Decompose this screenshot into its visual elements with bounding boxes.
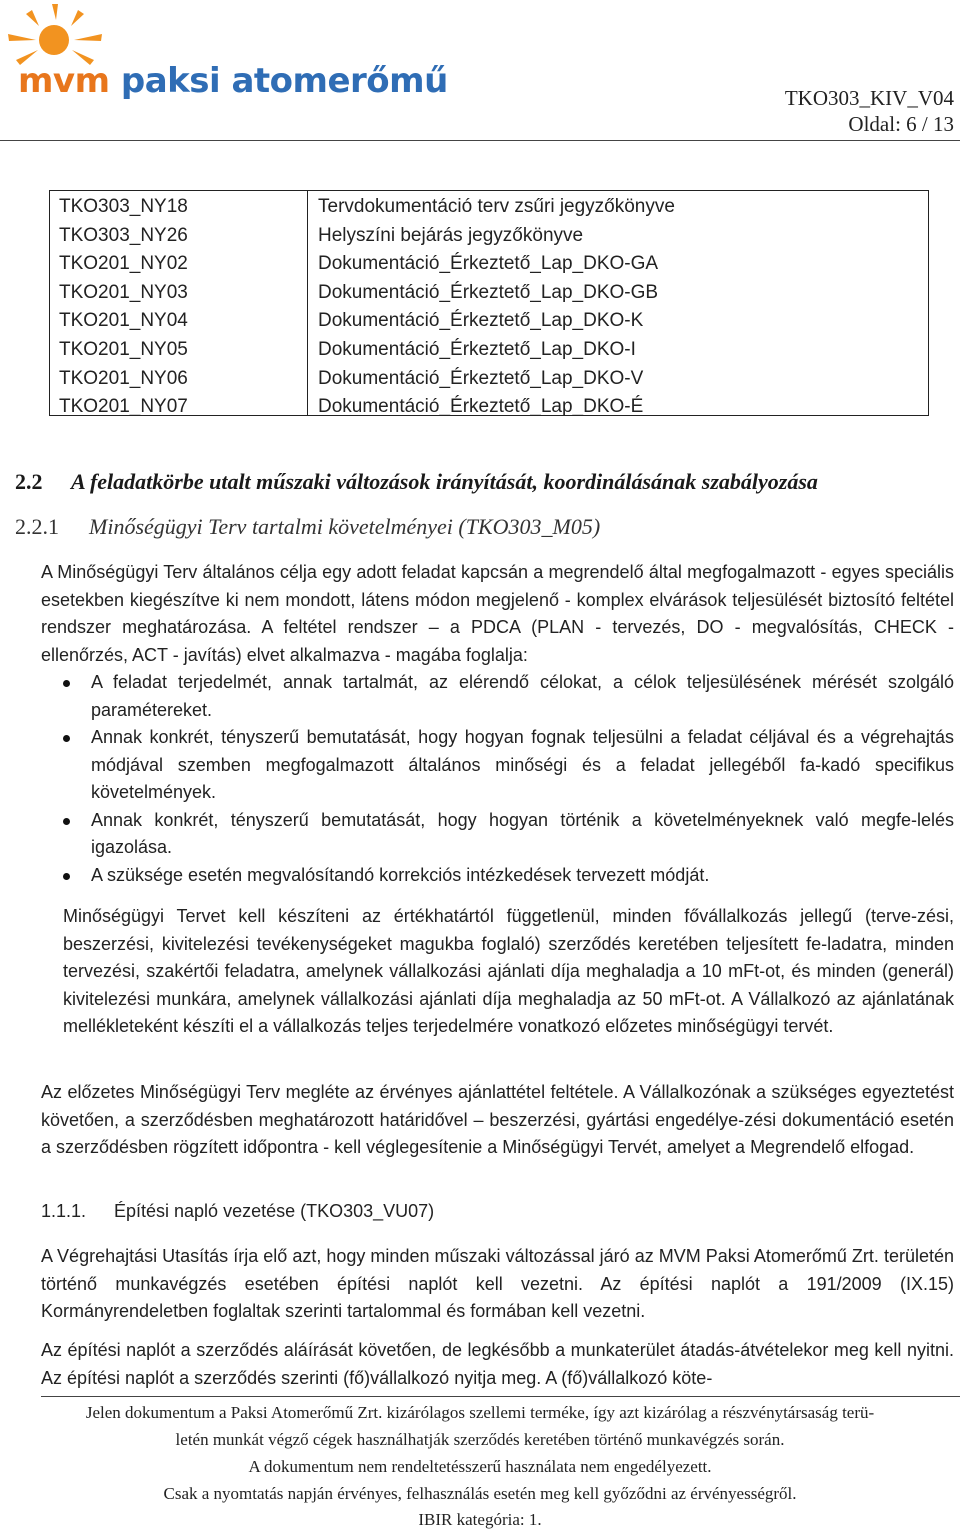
section-title: A feladatkörbe utalt műszaki változások irányítását, koordinálásának szabályozása xyxy=(71,469,818,494)
list-item: Annak konkrét, tényszerű bemutatását, hogy hogyan fognak teljesülni a feladat céljával és a végrehajtás módjával szemben megfogalmazott általános minőségi és a feladat jellegéből fa-kadó specifikus követelmények. xyxy=(41,724,954,807)
preliminary-plan-paragraph: Az előzetes Minőségügyi Terv megléte az érvényes ajánlattétel feltétele. A Vállalkozónak a szükséges egyeztetést követően, a szerződésben meghatározott határidővel – beszerzési, gyártási engedélye-zési dokumentáció esetén a szerződésben rögzített időpontra - kell véglegesítenie a Minőségügyi Tervét, amelyet a Megrendelő elfogad. xyxy=(41,1082,954,1157)
footer-line: A dokumentum nem rendeltetésszerű használata nem engedélyezett. xyxy=(248,1457,712,1476)
list-item: A feladat terjedelmét, annak tartalmát, az elérendő célokat, a célok teljesülésének mérését szolgáló paramétereket. xyxy=(41,669,954,724)
table-cell-code: TKO201_NY04 xyxy=(59,310,188,332)
intro-paragraph: A Minőségügyi Terv általános célja egy adott feladat kapcsán a megrendelő által megfogalmazott - egyes speciális esetekben kiegészítve ki nem mondott, látens módon megjelenő - komplex elvárások teljesülését biztosító feltétel rendszer meghatározása. A feltétel rendszer – a PDCA (PLAN - tervezés, DO - megvalósítás, CHECK - ellenőrzés, ACT - javítás) elvet alkalmazva - magába foglalja: xyxy=(41,562,954,665)
table-cell-title: Tervdokumentáció terv zsűri jegyzőkönyve xyxy=(318,196,675,217)
list-item: Annak konkrét, tényszerű bemutatását, hogy hogyan történik a követelményeknek való megfe-lelés igazolása. xyxy=(41,807,954,862)
bullet-icon xyxy=(63,680,70,687)
requirements-list xyxy=(41,669,954,889)
table-cell-title: Dokumentáció_Érkeztető_Lap_DKO-V xyxy=(318,367,644,389)
reference-table xyxy=(49,190,929,416)
footer-line: Csak a nyomtatás napján érvényes, felhasználás esetén meg kell győződni az érvényességről. xyxy=(163,1484,797,1503)
section-title: Építési napló vezetése (TKO303_VU07) xyxy=(114,1201,435,1221)
footer-divider xyxy=(41,1396,960,1397)
section-number: 2.2.1 xyxy=(15,514,59,539)
table-cell-code: TKO201_NY05 xyxy=(59,338,188,360)
table-cell-title: Dokumentáció_Érkeztető_Lap_DKO-I xyxy=(318,338,636,360)
section-heading-2-2 xyxy=(15,469,818,495)
table-cell-code: TKO201_NY06 xyxy=(59,367,188,389)
subsection-heading-1-1-1 xyxy=(41,1201,434,1222)
table-cell-title: Helyszíni bejárás jegyzőkönyve xyxy=(318,224,584,246)
table-cell-code: TKO201_NY07 xyxy=(59,396,188,418)
construction-log-paragraph: A Végrehajtási Utasítás írja elő azt, hogy minden műszaki változással járó az MVM Paksi Atomerőmű Zrt. területén történő munkavégzés esetében építési naplót kell vezetni. Az építési naplót a 191/2009 (IX.15) Kormányrendeletben foglaltak szerinti tartalommal és formában kell vezetni. xyxy=(41,1246,954,1321)
document-id: TKO303_KIV_V04 xyxy=(784,86,954,110)
quality-plan-paragraph: Minőségügyi Tervet kell készíteni az értékhatártól függetlenül, minden fővállalkozás jellegű (terve-zési, beszerzési, kivitelezési tevékenységeket magukba foglaló) szerződés keretében teljesített fe-ladatra, minden tervezési, szakértői feladatra, amelynek vállalkozási ajánlati díja meghaladja a 10 mFt-ot, és minden (generál) kivitelezési munkára, amelynek vállalkozási ajánlati díja meghaladja az 50 mFt-ot. A Vállalkozó az ajánlatának mellékleteként készíti el a vállalkozás teljes terjedelmére vonatkozó előzetes minőségügyi tervét. xyxy=(63,906,954,1036)
title-column xyxy=(308,191,928,417)
header-divider xyxy=(0,140,960,141)
bullet-icon xyxy=(63,818,70,825)
table-cell-title: Dokumentáció_Érkeztető_Lap_DKO-GB xyxy=(318,281,659,303)
section-number: 2.2 xyxy=(15,469,43,494)
code-column xyxy=(50,191,308,418)
bullet-icon xyxy=(63,873,70,880)
section-heading-2-2-1 xyxy=(15,514,600,540)
table-cell-code: TKO201_NY02 xyxy=(59,253,188,275)
list-item: A szüksége esetén megvalósítandó korrekciós intézkedések tervezett módját. xyxy=(41,862,954,890)
footer-line: Jelen dokumentum a Paksi Atomerőmű Zrt. kizárólagos szellemi terméke, így azt kizárólag a részvénytársaság terü- xyxy=(85,1403,875,1422)
table-cell-code: TKO201_NY03 xyxy=(59,281,188,303)
footer-line: letén munkát végző cégek használhatják szerződés keretében történő munkavégzés során. xyxy=(175,1430,785,1449)
bullet-icon xyxy=(63,735,70,742)
footer-category: IBIR kategória: 1. xyxy=(418,1510,542,1529)
table-cell-title: Dokumentáció_Érkeztető_Lap_DKO-GA xyxy=(318,253,659,275)
table-cell-code: TKO303_NY18 xyxy=(59,196,188,217)
section-number: 1.1.1. xyxy=(41,1201,87,1221)
logo-text: mvm paksi atomerőmű xyxy=(18,61,448,101)
page-number: Oldal: 6 / 13 xyxy=(848,112,954,136)
company-logo xyxy=(6,4,448,101)
table-cell-title: Dokumentáció_Érkeztető_Lap_DKO-K xyxy=(318,310,644,332)
construction-log-opening-paragraph: Az építési naplót a szerződés aláírását követően, de legkésőbb a munkaterület átadás-átvételekor meg kell nyitni. Az építési naplót a szerződés szerinti (fő)vállalkozó nyitja meg. A (fő)vállalkozó köte- xyxy=(41,1340,954,1388)
section-title: Minőségügyi Terv tartalmi követelményei (TKO303_M05) xyxy=(89,514,601,539)
table-cell-code: TKO303_NY26 xyxy=(59,224,188,246)
table-cell-title: Dokumentáció_Érkeztető_Lap_DKO-É xyxy=(318,396,644,418)
